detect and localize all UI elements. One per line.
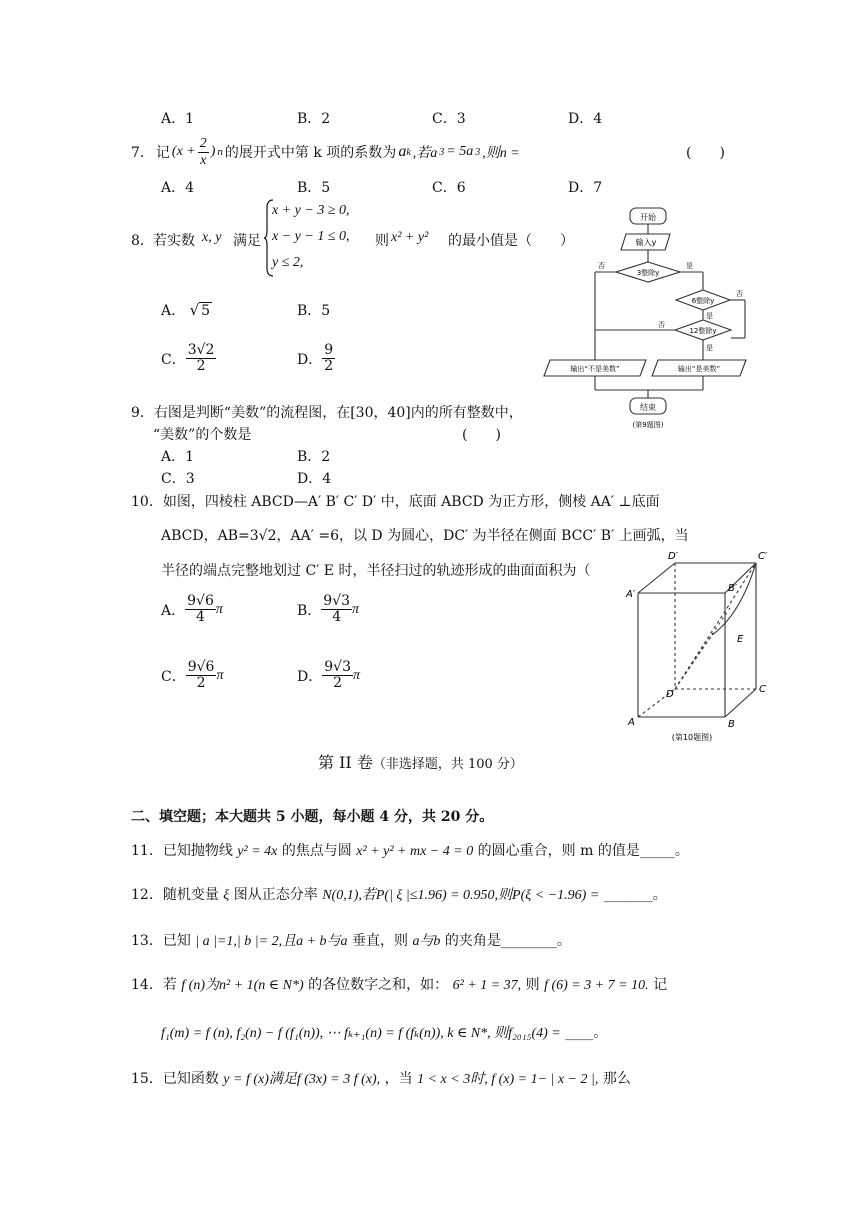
- q8-option-d-fraction: [322, 343, 335, 375]
- q8-option-a-label: A．: [161, 303, 186, 319]
- section2-heading: 二、填空题；本大题共 5 小题，每小题 4 分，共 20 分。: [131, 809, 494, 825]
- sqrt-sign: √: [189, 301, 200, 319]
- q10-option-c-pi: π: [216, 667, 224, 683]
- prism-label-c: C: [759, 684, 766, 695]
- flowchart-d1-label: 3整除y: [636, 269, 660, 277]
- q7-option-d: D．7: [568, 180, 603, 196]
- q11-text-c: 的圆心重合，则 m 的值是_____。: [477, 843, 689, 859]
- flowchart-start-label: 开始: [640, 213, 656, 222]
- flowchart-d3-label: 12整除y: [689, 327, 717, 335]
- q12-expr: N(0,1),若P(| ξ |≤1.96) = 0.950,则P(ξ < −1.96) =: [322, 888, 600, 903]
- q7-answer-paren: ( ): [686, 145, 725, 161]
- prism-label-a: A: [628, 717, 635, 728]
- q8-option-c-num: 3√2: [187, 342, 215, 358]
- q8-option-a-value: 5: [201, 303, 211, 319]
- q14-text-c: 则: [525, 977, 540, 993]
- q7-frac-den: x: [200, 152, 207, 168]
- flowchart-no-3: 否: [658, 321, 665, 329]
- q14-blank: ____。: [565, 1025, 608, 1041]
- prism-label-b: B: [728, 719, 735, 730]
- q14-expr-2: 6² + 1 = 37,: [452, 978, 522, 993]
- flowchart-out-no-label: 输出“不是美数”: [570, 365, 620, 373]
- q8-option-a: [161, 300, 212, 320]
- q13-expr: | a |=1,| b |= 2,且a + b与a: [195, 934, 348, 949]
- q8-option-c-label: C．: [161, 351, 186, 368]
- q10-option-d-fraction: [322, 660, 353, 692]
- q7-stem: [131, 130, 520, 174]
- q12-blank: _______。: [603, 887, 667, 903]
- q10-option-b-pi: π: [352, 601, 360, 617]
- q9-option-c: C．3: [161, 471, 195, 487]
- q11-line: [131, 840, 689, 860]
- q10-line-3: 半径的端点完整地划过 C′ E 时，半径扫过的轨迹形成的曲面面积为（: [161, 563, 591, 579]
- q14-expr-1: f (n)为n² + 1(n ∈ N*): [181, 978, 304, 993]
- q8-option-d: [297, 343, 335, 375]
- q10-option-c-fraction: [186, 660, 217, 692]
- q13-text-a: 13．已知: [131, 933, 191, 949]
- q10-option-c-den: 2: [196, 675, 206, 692]
- q8-expr: x² + y²: [391, 230, 429, 245]
- q10-line-2b: 3√2: [249, 528, 277, 544]
- q7-fraction: [198, 136, 209, 168]
- q7-cond-sub2: 3: [475, 146, 481, 158]
- q9-line-1: 9．右图是判断“美数”的流程图，在[30，40]内的所有整数中，: [131, 405, 523, 421]
- q7-number: 7．: [131, 145, 154, 161]
- q8-vars: x, y: [202, 230, 222, 245]
- q6-option-b: B．2: [297, 111, 331, 127]
- q11-expr-2: x² + y² + mx − 4 = 0: [356, 844, 474, 859]
- q8-option-d-label: D．: [297, 351, 323, 368]
- q7-frac-num: 2: [199, 136, 207, 152]
- q9-option-b: B．2: [297, 449, 331, 465]
- q8-ineq-1: x + y − 3 ≥ 0,: [272, 203, 350, 218]
- prism-figure: [620, 545, 770, 743]
- q10-option-d-pi: π: [352, 667, 360, 683]
- q8-mid: 满足: [233, 233, 261, 249]
- q10-option-a-label: A．: [161, 602, 186, 619]
- q10-line-1: 10．如图，四棱柱 ABCD—A′ B′ C′ D′ 中，底面 ABCD 为正方形，侧棱 AA′ ⊥底面: [131, 494, 660, 510]
- q8-option-c: [161, 343, 216, 375]
- q7-ak: a: [398, 143, 407, 160]
- flowchart-caption: (第9题图): [632, 421, 664, 429]
- q10-option-b-fraction: [321, 594, 352, 626]
- q10-option-c-label: C．: [161, 668, 186, 685]
- q8-tail: 的最小值是（ ）: [448, 233, 574, 249]
- flowchart-figure: [538, 200, 758, 432]
- q9-answer-paren: ( ): [462, 427, 501, 443]
- q7-option-a: A．4: [161, 180, 195, 196]
- q15-text-a: 15．已知函数: [131, 1071, 219, 1087]
- q15-text-c: 那么: [602, 1071, 631, 1087]
- q7-ak-sub: k: [406, 146, 411, 158]
- q10-option-a-fraction: [185, 594, 216, 626]
- q10-option-d-num: 9√3: [324, 659, 351, 675]
- q7-cond2: = 5a: [446, 144, 474, 159]
- q10-option-a: [161, 594, 223, 626]
- q10-option-a-den: 4: [196, 609, 205, 626]
- q7-option-b: B．5: [297, 180, 331, 196]
- flowchart-yes-2: 是: [706, 312, 713, 320]
- prism-caption: (第10题图): [671, 733, 713, 742]
- q12-xi: ξ: [223, 888, 230, 903]
- q10-option-b-num: 9√3: [323, 593, 351, 609]
- q7-expr-open: (x +: [171, 144, 196, 159]
- q9-option-d: D．4: [297, 471, 332, 487]
- q14-text-d: 记: [653, 977, 668, 993]
- q8-option-c-den: 2: [196, 358, 206, 375]
- flowchart-no-2: 否: [736, 290, 743, 298]
- q10-option-b-label: B．: [297, 602, 322, 619]
- q15-line: [131, 1068, 631, 1088]
- q14-line-2: [161, 1022, 607, 1042]
- q14-text-b: 的各位数字之和，如：: [308, 977, 449, 993]
- q8-option-b: B．5: [297, 303, 331, 319]
- part2-subtitle: （非选择题，共 100 分）: [372, 757, 523, 772]
- q10-line-2: [161, 525, 689, 545]
- prism-label-c1: C′: [758, 551, 768, 562]
- q10-option-b-den: 4: [332, 609, 342, 626]
- q9-line-2: “美数”的个数是: [153, 427, 252, 443]
- q6-option-c: C．3: [432, 111, 466, 127]
- q10-option-b: [297, 594, 359, 626]
- q8-after: 则: [375, 233, 389, 249]
- prism-label-a1: A′: [626, 589, 636, 600]
- q8-number: 8．: [131, 233, 154, 249]
- q10-option-d-den: 2: [333, 675, 343, 692]
- flowchart-end-label: 结束: [640, 403, 656, 412]
- q14-expr-3: f (6) = 3 + 7 = 10.: [544, 978, 649, 993]
- q10-line-2a: ABCD，AB=: [161, 528, 250, 544]
- q10-option-c: [161, 660, 223, 692]
- flowchart-out-yes-label: 输出“是美数”: [677, 365, 721, 373]
- q6-option-a: A．1: [161, 111, 195, 127]
- q13-text-c: 的夹角是________。: [444, 933, 571, 949]
- q15-expr-2: 1 < x < 3时, f (x) = 1− | x − 2 |,: [417, 1072, 599, 1087]
- flowchart-yes-1: 是: [686, 262, 693, 270]
- q10-option-a-pi: π: [215, 601, 223, 617]
- q10-option-d-label: D．: [297, 668, 323, 685]
- prism-label-d: D: [666, 689, 674, 700]
- flowchart-no-1: 否: [598, 262, 605, 270]
- q12-text-b: 图从正态分率: [233, 887, 318, 903]
- part2-heading: [318, 750, 523, 773]
- q7-exponent: n: [217, 146, 223, 158]
- q15-expr-1: y = f (x)满足f (3x) = 3 f (x),: [223, 1072, 381, 1087]
- q8-ineq-2: x − y − 1 ≤ 0,: [272, 229, 350, 244]
- q11-expr-1: y² = 4x: [237, 844, 278, 859]
- prism-label-d1: D′: [668, 551, 678, 562]
- prism-label-e: E: [737, 634, 744, 645]
- q7-middle-text: 的展开式中第 k 项的系数为: [224, 145, 397, 161]
- q7-cond3: ,则n =: [482, 146, 520, 161]
- q7-prefix: 记: [155, 145, 170, 161]
- q13-expr-2: a与b: [412, 934, 441, 949]
- q14-line-1: [131, 974, 667, 994]
- q10-option-d: [297, 660, 360, 692]
- q10-option-c-num: 9√6: [187, 659, 215, 675]
- q13-line: [131, 930, 571, 950]
- flowchart-input-label: 输入y: [635, 238, 657, 247]
- q7-expr-close: ): [210, 144, 216, 159]
- q10-option-a-num: 9√6: [187, 593, 214, 609]
- part2-title: 第 II 卷: [318, 753, 373, 772]
- q12-text-a: 12．随机变量: [131, 887, 219, 903]
- flowchart-d2-label: 6整除y: [691, 297, 715, 305]
- q8-option-d-den: 2: [324, 358, 334, 375]
- q7-cond-sub1: 3: [439, 146, 445, 158]
- q10-line-2c: ，AA′ =6，以 D 为圆心，DC′ 为半径在侧面 BCC′ B′ 上画弧，当: [276, 528, 689, 544]
- q8-ineq-3: y ≤ 2,: [272, 255, 304, 270]
- q7-option-c: C．6: [432, 180, 466, 196]
- q9-option-a: A．1: [161, 449, 195, 465]
- q14-line-2-expr: f₁(m) = f (n), f₂(n) − f (f₁(n)), ⋯ fₖ₊₁(n) = f (fₖ(n)), k ∈ N*, 则f₂₀₁₅(4) =: [161, 1026, 561, 1041]
- flowchart-yes-3: 是: [706, 344, 713, 352]
- q8-option-c-fraction: [186, 343, 217, 375]
- q11-text-a: 11．已知抛物线: [131, 843, 233, 859]
- q14-text-a: 14．若: [131, 977, 177, 993]
- q8-prefix: 若实数: [153, 233, 195, 249]
- q15-text-b: ，当: [384, 1071, 413, 1087]
- q11-text-b: 的焦点与圆: [281, 843, 352, 859]
- q12-line: [131, 884, 667, 904]
- q13-text-b: 垂直，则: [351, 933, 408, 949]
- q6-option-d: D．4: [568, 111, 603, 127]
- q7-cond: ,若a: [412, 146, 438, 161]
- q8-option-d-num: 9: [324, 342, 334, 358]
- prism-label-b1: B′: [728, 583, 738, 594]
